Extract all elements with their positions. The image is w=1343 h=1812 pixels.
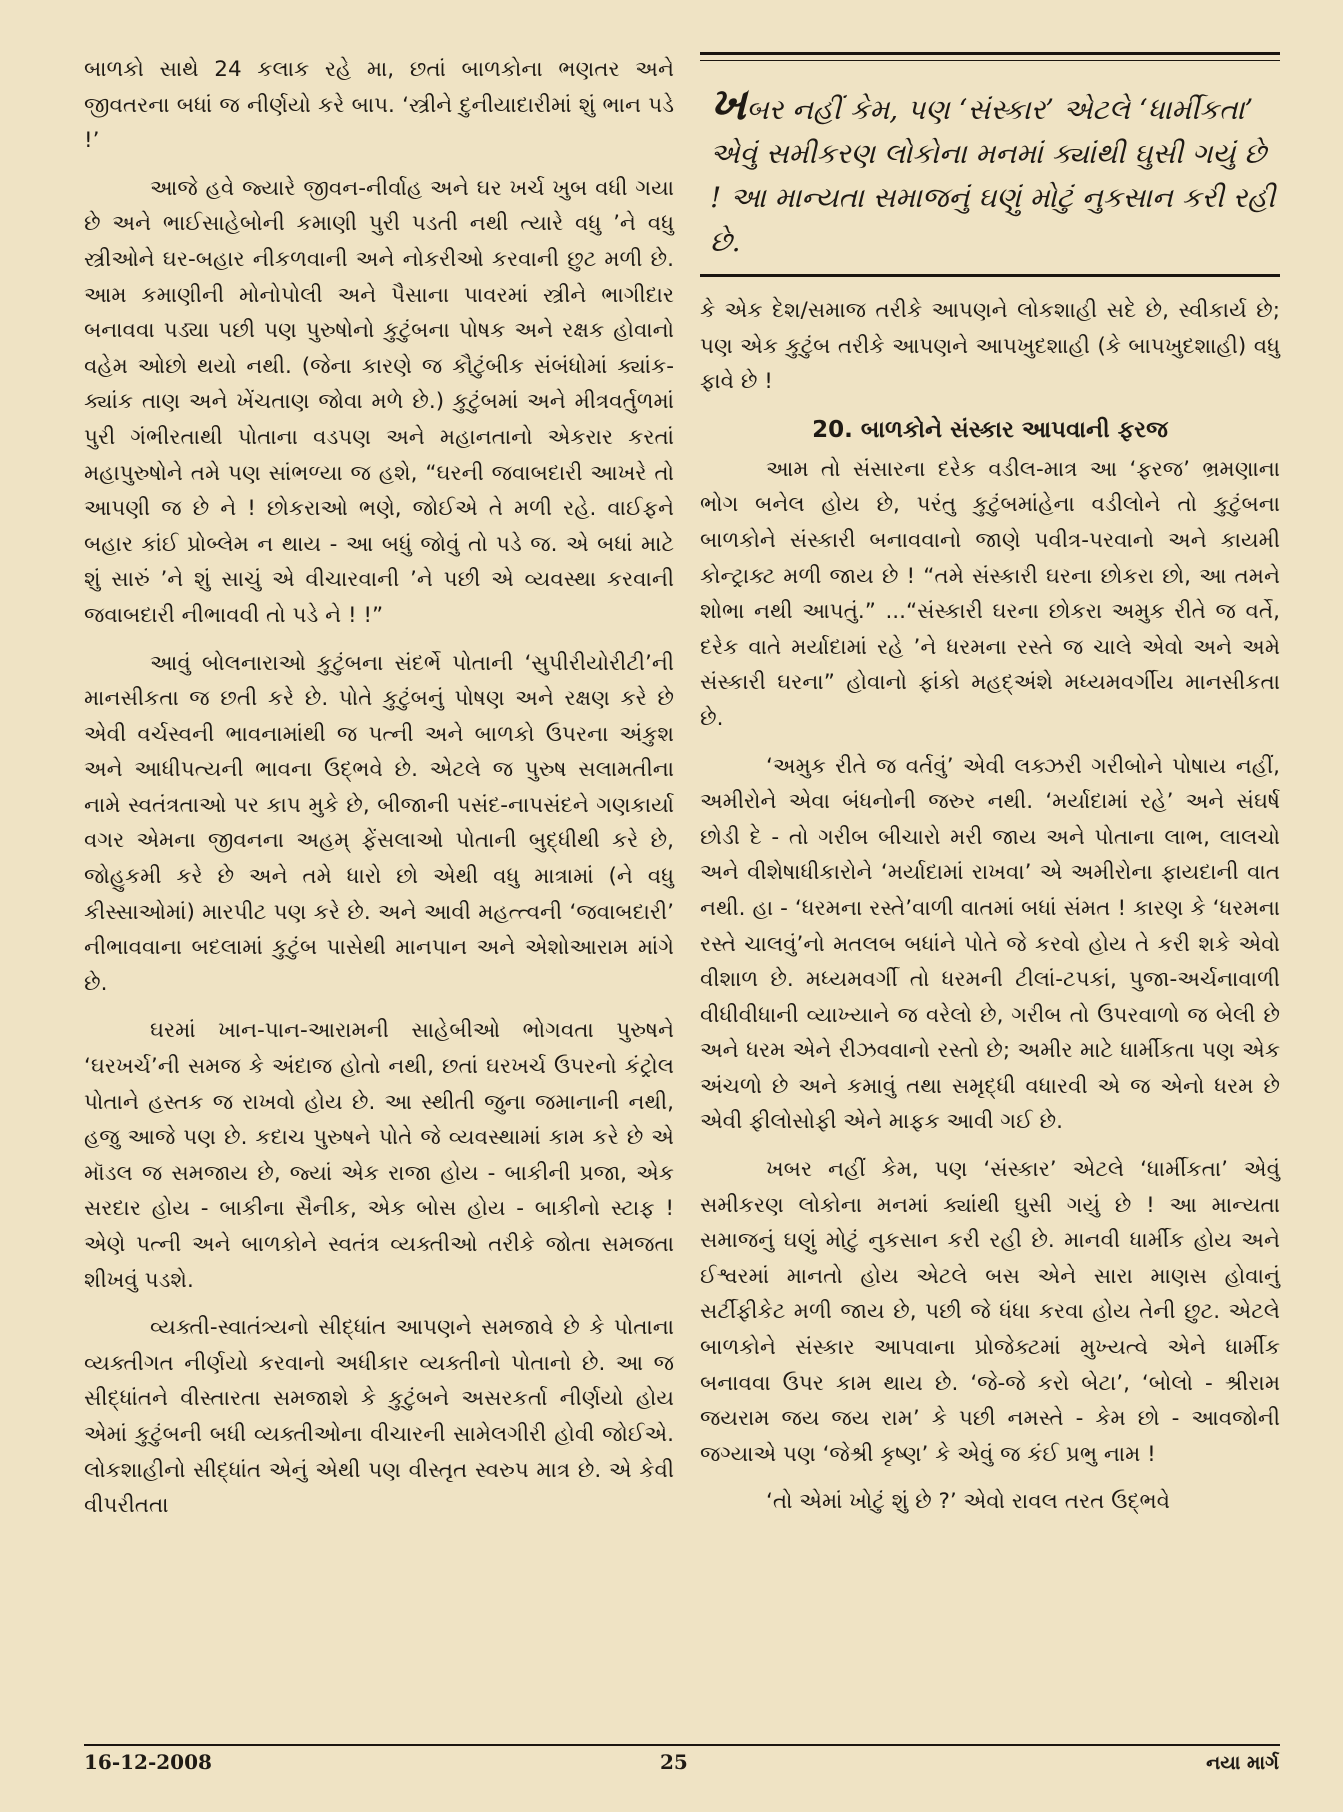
footer-rule (84, 1744, 1280, 1746)
pull-quote-bottom-rule (700, 274, 1280, 277)
right-intro-paragraph: કે એક દેશ/સમાજ તરીકે આપણને લોકશાહી સદે છે, સ્વીકાર્ય છે; પણ એક કુટુંબ તરીકે આપણને આપખુદશાહી (કે બાપખુદશાહી) વધુ ફાવે છે ! (700, 298, 1280, 395)
left-column (84, 52, 674, 1536)
right-column (700, 52, 1280, 1532)
left-paragraph-1: બાળકો સાથે 24 કલાક રહે મા, છતાં બાળકોના ભણતર અને જીવતરના બધાં જ નીર્ણયો કરે બાપ. ‘સ્ત્રીને દુનીયાદારીમાં શું ભાન પડે !’ (84, 57, 674, 154)
right-paragraph-1: આમ તો સંસારના દરેક વડીલ-માત્ર આ ‘ફરજ’ ભ્રમણાના ભોગ બનેલ હોય છે, પરંતુ કુટુંબમાંહેના વડીલોને તો કુટુંબના બાળકોને સંસ્કારી બનાવવાનો જાણે પવીત્ર-પરવાનો અને કાયમી કોન્ટ્રાક્ટ મળી જાય છે ! “તમે સંસ્કારી ઘરના છોકરા છો, આ તમને શોભા નથી આપતું.” ...“સંસ્કારી ઘરના છોકરા અમુક રીતે જ વર્તે, દરેક વાતે મર્યાદામાં રહે ’ને ધરમના રસ્તે જ ચાલે એવો અને અમે સંસ્કારી ઘરના” હોવાનો ફાંકો મહદ્અંશે મધ્યમવર્ગીય માનસીકતા છે. (700, 456, 1280, 731)
left-paragraph-5: વ્યક્તી-સ્વાતંત્ર્યનો સીદ્ધાંત આપણને સમજાવે છે કે પોતાના વ્યક્તીગત નીર્ણયો કરવાનો અધીકાર વ્યક્તીનો પોતાનો છે. આ જ સીદ્ધાંતને વીસ્તારતા સમજાશે કે કુટુંબને અસરકર્તા નીર્ણયો હોય એમાં કુટુંબની બધી વ્યક્તીઓના વીચારની સામેલગીરી હોવી જોઈએ. લોકશાહીનો સીદ્ધાંત એનું એથી પણ વીસ્તૃત સ્વરુપ માત્ર છે. એ કેવી વીપરીતતા (84, 1315, 674, 1519)
magazine-name: નયા માર્ગ (1206, 1752, 1279, 1774)
pull-quote-top-rule (700, 52, 1280, 55)
right-paragraph-4: ‘તો એમાં ખોટું શું છે ?’ એવો રાવલ તરત ઉદ્ભવે (766, 1489, 1171, 1515)
left-paragraph-3: આવું બોલનારાઓ કુટુંબના સંદર્ભે પોતાની ‘સુપીરીયોરીટી’ની માનસીકતા જ છતી કરે છે. પોતે કુટુંબનું પોષણ અને રક્ષણ કરે છે એવી વર્ચસ્વની ભાવનામાંથી જ પત્ની અને બાળકો ઉપરના અંકુશ અને આધીપત્યની ભાવના ઉદ્ભવે છે. એટલે જ પુરુષ સલામતીના નામે સ્વતંત્રતાઓ પર કાપ મુકે છે, બીજાની પસંદ-નાપસંદને ગણકાર્યા વગર એમના જીવનના અહમ્ ફેંસલાઓ પોતાની બુદ્ધીથી કરે છે, જોહુકમી કરે છે અને તમે ધારો છો એથી વધુ માત્રામાં (ને વધુ કીસ્સાઓમાં) મારપીટ પણ કરે છે. અને આવી મહત્ત્વની ‘જવાબદારી’ નીભાવવાના બદલામાં કુટુંબ પાસેથી માનપાન અને એશોઆરામ માંગે છે. (84, 650, 674, 996)
footer-date: 16-12-2008 (84, 1750, 212, 1774)
page-number: 25 (660, 1750, 688, 1774)
pull-quote-top-rule-thin (700, 60, 1280, 61)
left-paragraph-2: આજે હવે જ્યારે જીવન-નીર્વાહ અને ઘર ખર્ચ ખુબ વધી ગયા છે અને ભાઈસાહેબોની કમાણી પુરી પડતી નથી ત્યારે વધુ ’ને વધુ સ્ત્રીઓને ઘર-બહાર નીકળવાની અને નોકરીઓ કરવાની છુટ મળી છે. આમ કમાણીની મોનોપોલી અને પૈસાના પાવરમાં સ્ત્રીને ભાગીદાર બનાવવા પડ્યા પછી પણ પુરુષોનો કુટુંબના પોષક અને રક્ષક હોવાનો વહેમ ઓછો થયો નથી. (જેના કારણે જ કૌટુંબીક સંબંધોમાં ક્યાંક-ક્યાંક તાણ અને ખેંચતાણ જોવા મળે છે.) કુટુંબમાં અને મીત્રવર્તુળમાં પુરી ગંભીરતાથી પોતાના વડપણ અને મહાનતાનો એકરાર કરતાં મહાપુરુષોને તમે પણ સાંભળ્યા જ હશે, “ઘરની જવાબદારી આખરે તો આપણી જ છે ને ! છોકરાઓ ભણે, જોઈએ તે મળી રહે. વાઈફને બહાર કાંઈ પ્રોબ્લેમ ન થાય - આ બધું જોવું તો પડે જ. એ બધાં માટે શું સારું ’ને શું સાચું એ વીચારવાની ’ને પછી એ વ્યવસ્થા કરવાની જવાબદારી નીભાવવી તો પડે ને ! !” (84, 175, 674, 628)
pull-quote (710, 79, 1280, 264)
pull-quote-text: બર નહીં કેમ, પણ ‘સંસ્કાર’ એટલે ‘ધાર્મીકતા’ એવું સમીકરણ લોકોના મનમાં ક્યાંથી ઘુસી ગયું છે ! આ માન્યતા સમાજનું ઘણું મોટું નુકસાન કરી રહી છે. (710, 93, 1276, 258)
right-paragraph-2: ‘અમુક રીતે જ વર્તવું’ એવી લક્ઝરી ગરીબોને પોષાય નહીં, અમીરોને એવા બંધનોની જરુર નથી. ‘મર્યાદામાં રહે’ અને સંઘર્ષ છોડી દે - તો ગરીબ બીચારો મરી જાય અને પોતાના લાભ, લાલચો અને વીશેષાધીકારોને ‘મર્યાદામાં રાખવા’ એ અમીરોના ફાયદાની વાત નથી. હા - ‘ધરમના રસ્તે’વાળી વાતમાં બધાં સંમત ! કારણ કે ‘ધરમના રસ્તે ચાલવું’નો મતલબ બધાંને પોતે જે કરવો હોય તે કરી શકે એવો વીશાળ છે. મધ્યમવર્ગી તો ધરમની ટીલાં-ટપકાં, પુજા-અર્ચનાવાળી વીધીવીધાની વ્યાખ્યાને જ વરેલો છે, ગરીબ તો ઉપરવાળો જ બેલી છે અને ધરમ એને રીઝવવાનો રસ્તો છે; અમીર માટે ધાર્મીકતા પણ એક અંચળો છે અને કમાવું તથા સમૃદ્ધી વધારવી એ જ એનો ધરમ છે એવી ફીલોસોફી એને માફક આવી ગઈ છે. (700, 753, 1280, 1135)
right-paragraph-3: ખબર નહીં કેમ, પણ ‘સંસ્કાર’ એટલે ‘ધાર્મીકતા’ એવું સમીકરણ લોકોના મનમાં ક્યાંથી ઘુસી ગયું છે ! આ માન્યતા સમાજનું ઘણું મોટું નુકસાન કરી રહી છે. માનવી ધાર્મીક હોય અને ઈશ્વરમાં માનતો હોય એટલે બસ એને સારા માણસ હોવાનું સર્ટીફીકેટ મળી જાય છે, પછી જે ધંધા કરવા હોય તેની છુટ. એટલે બાળકોને સંસ્કાર આપવાના પ્રોજેક્ટમાં મુખ્યત્વે એને ધાર્મીક બનાવવા ઉપર કામ થાય છે. ‘જે-જે કરો બેટા’, ‘બોલો - શ્રીરામ જયરામ જય જય રામ’ કે પછી નમસ્તે - કેમ છો - આવજોની જગ્યાએ પણ ‘જેશ્રી કૃષ્ણ’ કે એવું જ કંઈ પ્રભુ નામ ! (700, 1157, 1280, 1467)
section-heading: 20. બાળકોને સંસ્કાર આપવાની ફરજ (812, 416, 1168, 443)
left-paragraph-4: ઘરમાં ખાન-પાન-આરામની સાહેબીઓ ભોગવતા પુરુષને ‘ઘરખર્ચ’ની સમજ કે અંદાજ હોતો નથી, છતાં ઘરખર્ચ ઉપરનો કંટ્રોલ પોતાને હસ્તક જ રાખવો હોય છે. આ સ્થીતી જુના જમાનાની નથી, હજુ આજે પણ છે. કદાચ પુરુષને પોતે જે વ્યવસ્થામાં કામ કરે છે એ મૉડલ જ સમજાય છે, જ્યાં એક રાજા હોય - બાકીની પ્રજા, એક સરદાર હોય - બાકીના સૈનીક, એક બોસ હોય - બાકીનો સ્ટાફ ! એણે પત્ની અને બાળકોને સ્વતંત્ર વ્યક્તીઓ તરીકે જોતા સમજતા શીખવું પડશે. (84, 1018, 674, 1293)
pull-quote-dropcap: ખ (710, 79, 747, 130)
